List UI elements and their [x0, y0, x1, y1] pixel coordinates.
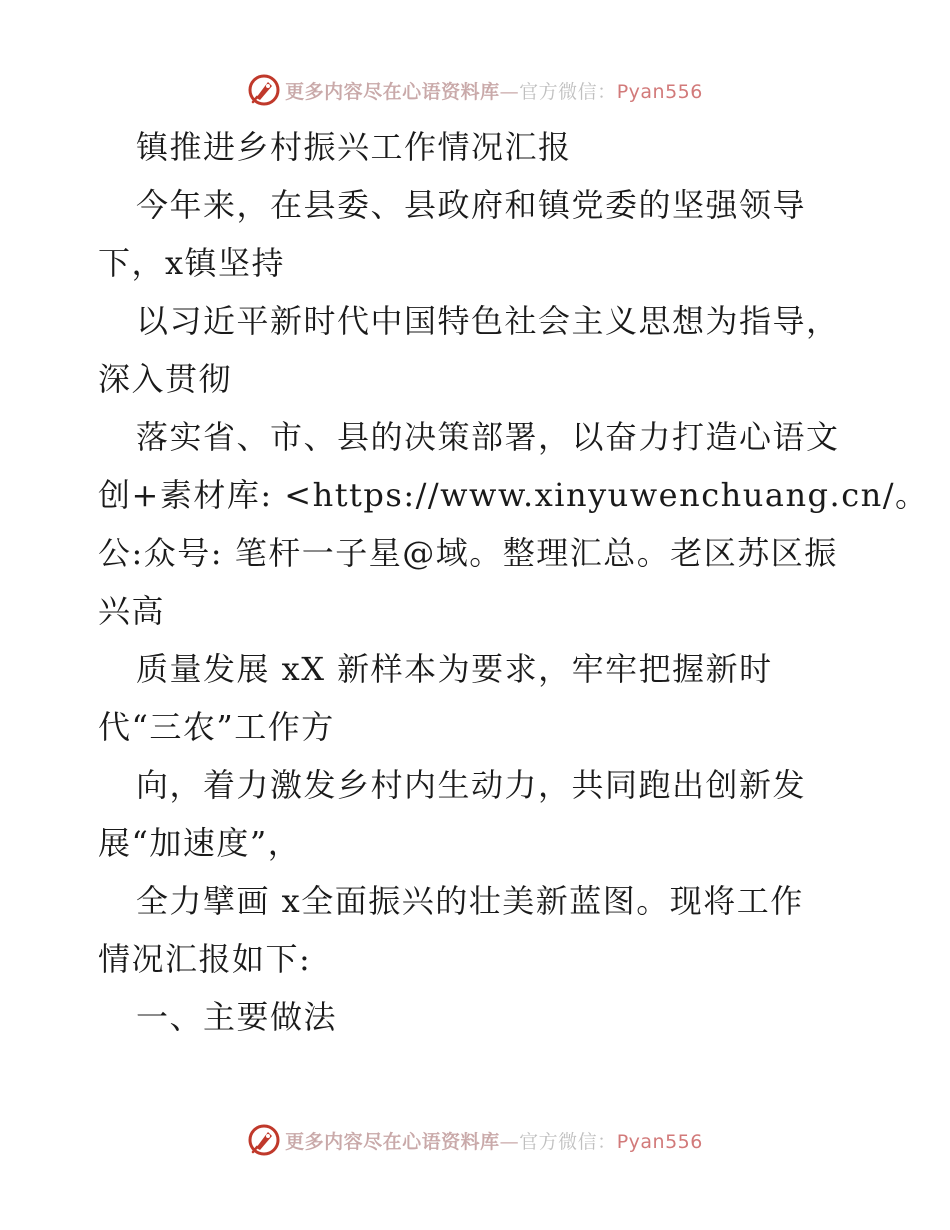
paragraph-line: 全力擘画 x全面振兴的壮美新蓝图。现将工作	[136, 882, 804, 920]
paragraph-line: 以习近平新时代中国特色社会主义思想为指导，	[136, 302, 840, 340]
paragraph-line: 展“加速度”，	[98, 824, 302, 862]
paragraph-line: 情况汇报如下:	[98, 940, 312, 978]
paragraph-line: 深入贯彻	[98, 360, 233, 398]
paragraph-line: 向，着力激发乡村内生动力，共同跑出创新发	[136, 766, 807, 804]
watermark-dash: —	[499, 1130, 520, 1153]
document-title: 镇推进乡村振兴工作情况汇报	[136, 128, 572, 166]
paragraph-line: 代“三农”工作方	[98, 708, 335, 746]
paragraph-line: 下，x镇坚持	[98, 244, 286, 282]
paragraph-line: 兴高	[98, 592, 166, 630]
pen-nib-logo-icon	[247, 73, 281, 107]
paragraph-line: 创+素材库: <https://www.xinyuwenchuang.cn/。	[98, 476, 929, 514]
paragraph-line: 质量发展 xX 新样本为要求，牢牢把握新时	[136, 650, 773, 688]
watermark-handle: Pyan556	[616, 1130, 703, 1153]
watermark-main-text: 更多内容尽在心语资料库	[285, 80, 500, 103]
footer-watermark	[0, 1120, 950, 1160]
watermark-dash: —	[499, 80, 520, 103]
section-heading: 一、主要做法	[136, 998, 338, 1036]
document-body	[98, 118, 929, 1046]
watermark-handle: Pyan556	[616, 80, 703, 103]
pen-nib-logo-icon	[247, 1123, 281, 1157]
watermark-contact-label: 官方微信：	[519, 80, 617, 103]
paragraph-line: 公:众号: 笔杆一子星@域。整理汇总。老区苏区振	[98, 534, 838, 572]
header-watermark	[0, 70, 950, 110]
paragraph-line: 落实省、市、县的决策部署，以奋力打造心语文	[136, 418, 840, 456]
watermark-main-text: 更多内容尽在心语资料库	[285, 1130, 500, 1153]
watermark-contact-label: 官方微信：	[519, 1130, 617, 1153]
paragraph-line: 今年来，在县委、县政府和镇党委的坚强领导	[136, 186, 807, 224]
